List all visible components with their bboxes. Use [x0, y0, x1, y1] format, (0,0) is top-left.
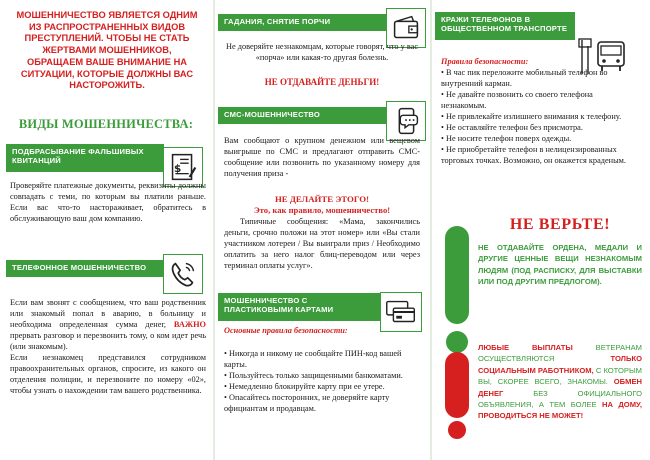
- payments-warning-part: ВЕТЕРАНАМ ОСУЩЕСТВЛЯЮТСЯ: [478, 343, 642, 364]
- chat-phone-icon: [386, 101, 426, 141]
- list-item: • Не приобретайте телефон в нелицензированных торговых точках. Возможно, он окажется краденым.: [441, 144, 626, 165]
- sms-body-2: Типичные сообщения: «Мама, закончились деньги, срочно положи на этот номер» или «Вы стали участником лотереи / Вы выиграли приз / Необходимо оплатить за него налог блиц-переводом или через терминал оплаты услуг».: [224, 217, 420, 270]
- sms-body: Вам сообщают о крупном денежном или вещевом выигрыше по СМС и предлагают отправить СМС-сообщение или позвонить по указанному номеру для получения приза -: [224, 136, 420, 178]
- phone-fraud-body-c: Если незнакомец представился сотрудником правоохранительных органов, спросите, из какого он отделения полиции, и перезвоните по номеру «02», чтобы узнать о нахождении там вашего родственника.: [10, 352, 206, 395]
- payments-warning-part: НА ДОМУ, ПРОВОДИТЬСЯ НЕ МОЖЕТ!: [478, 399, 642, 421]
- list-item: • Пользуйтесь только защищенными банкоматами.: [224, 370, 403, 380]
- transport-rules-list: [441, 68, 636, 166]
- fake-receipts-body: Проверяйте платежные документы, реквизиты должны совпадать с теми, по которым вы платили раньше. Если вас что-то настораживает, обратитесь в обслуживающую ваш дом компанию.: [10, 181, 206, 223]
- list-item: • Немедленно блокируйте карту при ее утере.: [224, 381, 385, 391]
- svg-text:$: $: [173, 162, 182, 175]
- list-item: • Никогда и никому не сообщайте ПИН-код вашей карты.: [224, 349, 402, 369]
- fraud-types-heading: ВИДЫ МОШЕННИЧЕСТВА:: [18, 117, 194, 131]
- fake-receipts-header: [6, 144, 164, 172]
- phone-fraud-body: [10, 298, 206, 396]
- list-item: • Опасайтесь посторонних, не доверяйте карту официантам и продавцам.: [224, 392, 390, 413]
- cards-rules-title: Основные правила безопасности:: [224, 326, 348, 335]
- payments-warning: [478, 342, 642, 422]
- sms-warning-1: НЕ ДЕЛАЙТЕ ЭТОГО!: [274, 194, 370, 204]
- list-item: • Не оставляйте телефон без присмотра.: [441, 122, 583, 132]
- list-item: • Не носите телефон поверх одежды.: [441, 133, 572, 143]
- dont-believe-heading: НЕ ВЕРЬТЕ!: [509, 216, 611, 233]
- list-item: • Не давайте позвонить со своего телефона незнакомым.: [441, 89, 593, 110]
- important-note: ВАЖНО: [173, 319, 206, 329]
- sms-warning-2: Это, как правило, мошенничество!: [253, 205, 391, 215]
- sms-header: [218, 107, 386, 124]
- fortune-warning: НЕ ОТДАВАЙТЕ ДЕНЬГИ!: [264, 77, 380, 87]
- payments-warning-part: БЕЗ ОФИЦИАЛЬНОГО ОБЪЯВЛЕНИЯ, А ТЕМ БОЛЕЕ: [478, 388, 642, 409]
- fortune-body: Не доверяйте незнакомцам, которые говорят, что у вас «порча» или какая-то другая болезнь.: [225, 42, 419, 62]
- intro-text: МОШЕННИЧЕСТВО ЯВЛЯЕТСЯ ОДНИМ ИЗ РАСПРОСТРАНЕННЫХ ВИДОВ ПРЕСТУПЛЕНИЙ. ЧТОБЫ НЕ СТАТЬ ЖЕРТВАМИ МОШЕННИКОВ, ОБРАЩАЕМ ВАШЕ ВНИМАНИЕ НА СИТУАЦИИ, КОТОРЫЕ ДОЛЖНЫ ВАС НАСТОРОЖИТЬ.: [16, 10, 198, 91]
- phone-fraud-body-b: прервать разговор и перезвонить тому, о ком идет речь (или знакомым).: [10, 330, 206, 351]
- transport-header: [435, 12, 575, 40]
- awards-warning: НЕ ОТДАВАЙТЕ ОРДЕНА, МЕДАЛИ И ДРУГИЕ ЦЕННЫЕ ВЕЩИ НЕЗНАКОМЫМ ЛЮДЯМ (ПОД РАСПИСКУ, ДЛЯ ВЫСТАВКИ ИЛИ ПОД ДРУГИМ ПРЕДЛОГОМ).: [478, 243, 642, 287]
- list-item: • Не привлекайте излишнего внимания к телефону.: [441, 111, 622, 121]
- payments-warning-part: С КОТОРЫМ ВЫ, СКОРЕЕ ВСЕГО, ЗНАКОМЫ.: [478, 365, 642, 387]
- transport-title: КРАЖИ ТЕЛЕФОНОВ В ОБЩЕСТВЕННОМ ТРАНСПОРТЕ: [441, 15, 568, 34]
- payments-warning-part: ЛЮБЫЕ ВЫПЛАТЫ: [478, 343, 573, 352]
- cards-title: МОШЕННИЧЕСТВО С ПЛАСТИКОВЫМИ КАРТАМИ: [224, 296, 334, 315]
- phone-icon: [163, 254, 203, 294]
- fake-receipts-title: ПОДБРАСЫВАНИЕ ФАЛЬШИВЫХ КВИТАНЦИЙ: [12, 147, 144, 166]
- column-divider: [213, 0, 215, 460]
- fortune-header: [218, 14, 386, 31]
- transport-rules-title: Правила безопасности:: [441, 57, 529, 66]
- cards-rules-list: [224, 349, 420, 415]
- cards-header: [218, 293, 380, 321]
- payments-warning-part: ТОЛЬКО СОЦИАЛЬНЫМ РАБОТНИКОМ,: [478, 354, 642, 375]
- sms-title: СМС-МОШЕННИЧЕСТВО: [224, 110, 321, 119]
- phone-fraud-body-a: Если вам звонят с сообщением, что ваш родственник или знакомый попал в аварию, в больницу и необходима определенная сумма денег,: [10, 298, 206, 329]
- fortune-title: ГАДАНИЯ, СНЯТИЕ ПОРЧИ: [224, 17, 331, 26]
- column-divider: [430, 0, 432, 460]
- list-item: • В час пик переложите мобильный телефон во внутренний карман.: [441, 68, 608, 88]
- phone-fraud-title: ТЕЛЕФОННОЕ МОШЕННИЧЕСТВО: [12, 263, 147, 272]
- phone-fraud-header: [6, 260, 164, 277]
- payments-warning-part: ОБМЕН ДЕНЕГ: [478, 377, 642, 398]
